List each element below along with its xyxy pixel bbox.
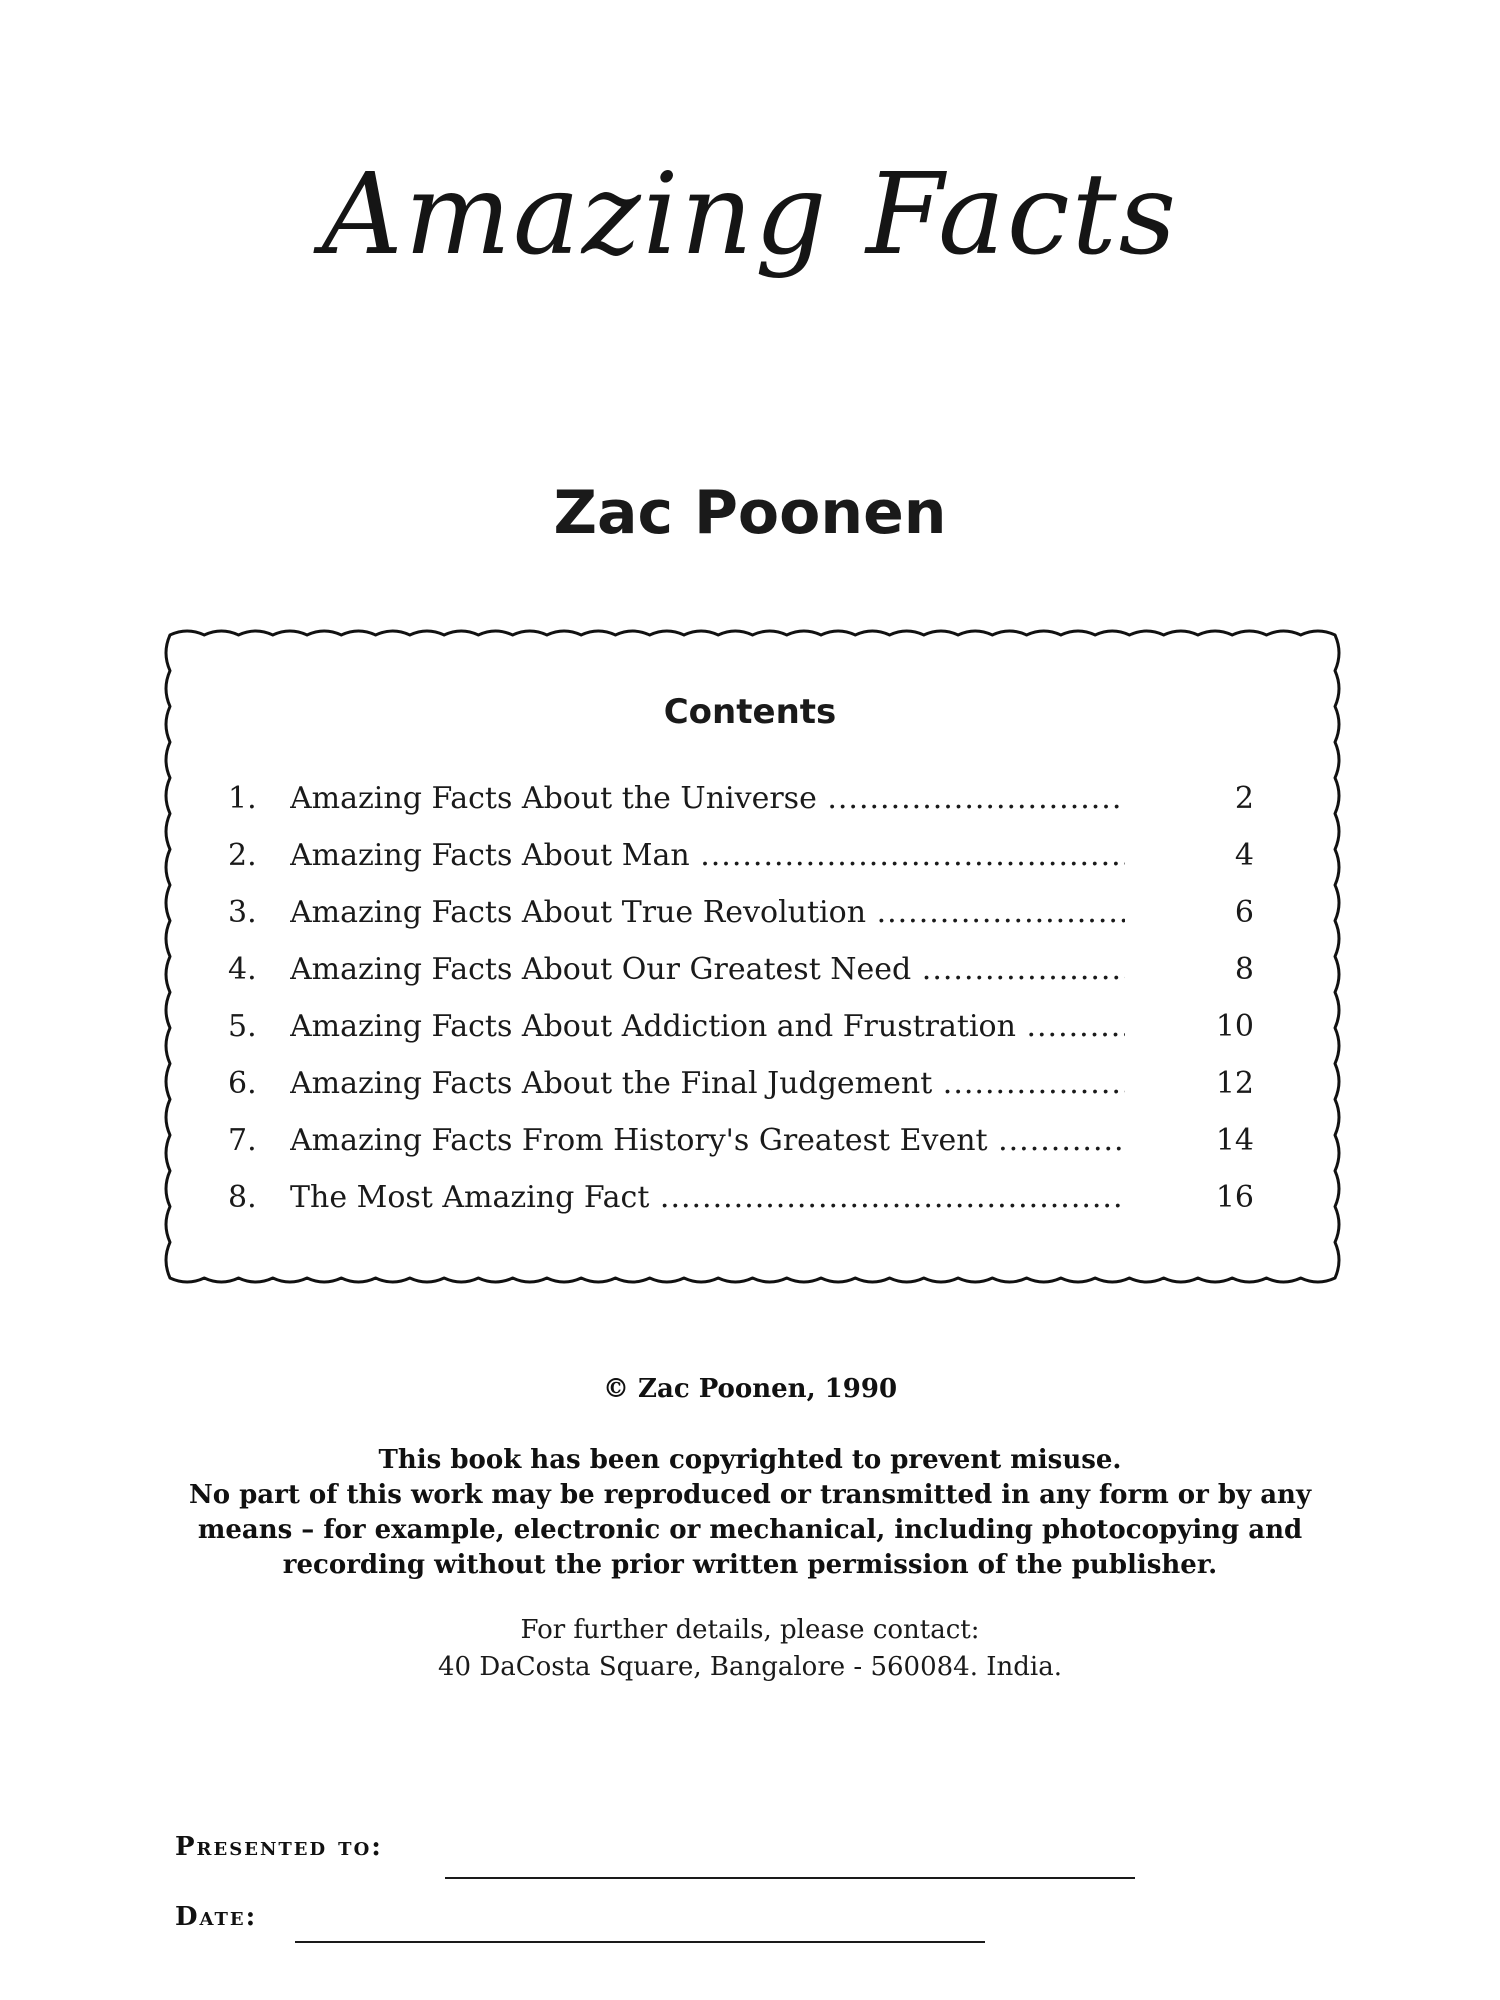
toc-item-page: 4 [1234,838,1254,873]
toc-item-number: 5. [228,1009,257,1044]
toc-item-page: 16 [1215,1180,1254,1215]
presented-to-line [445,1877,1135,1879]
copyright-notice [150,1443,1350,1583]
toc-item-page: 8 [1234,952,1254,987]
toc-item [228,884,1258,941]
toc-item-title: Amazing Facts About Addiction and Frustration ..... [290,998,1125,1055]
presented-to-label: Presented to: [175,1832,383,1862]
toc-item-number: 4. [228,952,257,987]
toc-item [228,1112,1258,1169]
toc-item-title: Amazing Facts About True Revolution ..... [290,884,1125,941]
book-title: Amazing Facts [321,150,1179,280]
toc-item [228,1169,1258,1226]
table-of-contents [228,770,1258,1226]
author-name: Zac Poonen [553,478,947,548]
contents-heading: Contents [663,692,837,732]
toc-item [228,827,1258,884]
copyright-line: © Zac Poonen, 1990 [602,1374,898,1404]
toc-item-title: Amazing Facts About Man ..... [290,827,1125,884]
contact-line: For further details, please contact: [520,1615,980,1645]
toc-item-number: 6. [228,1066,257,1101]
toc-item [228,941,1258,998]
contact-address: 40 DaCosta Square, Bangalore - 560084. India. [438,1652,1062,1682]
contact-details [0,1612,1500,1686]
notice-line: No part of this work may be reproduced or transmitted in any form or by any [188,1480,1312,1510]
toc-item [228,998,1258,1055]
toc-item-page: 6 [1234,895,1254,930]
toc-item-number: 8. [228,1180,257,1215]
toc-item-title: Amazing Facts About Our Greatest Need ..... [290,941,1125,998]
notice-line: This book has been copyrighted to prevent misuse. [378,1445,1122,1475]
toc-item-title: Amazing Facts From History's Greatest Event ..... [290,1112,1125,1169]
toc-item-number: 7. [228,1123,257,1158]
notice-line: recording without the prior written permission of the publisher. [282,1550,1218,1580]
toc-item-title: Amazing Facts About the Final Judgement ..... [290,1055,1125,1112]
toc-item-title: Amazing Facts About the Universe ..... [290,770,1125,827]
toc-item-page: 14 [1215,1123,1254,1158]
notice-line: means – for example, electronic or mechanical, including photocopying and [197,1515,1303,1545]
date-label: Date: [175,1902,258,1932]
date-line [295,1941,985,1943]
toc-item-number: 1. [228,781,257,816]
toc-item-number: 2. [228,838,257,873]
toc-item-page: 2 [1234,781,1254,816]
toc-item-title: The Most Amazing Fact ..... [290,1169,1125,1226]
toc-item-number: 3. [228,895,257,930]
toc-item-page: 12 [1215,1066,1254,1101]
toc-item [228,1055,1258,1112]
toc-item-page: 10 [1215,1009,1254,1044]
toc-item [228,770,1258,827]
